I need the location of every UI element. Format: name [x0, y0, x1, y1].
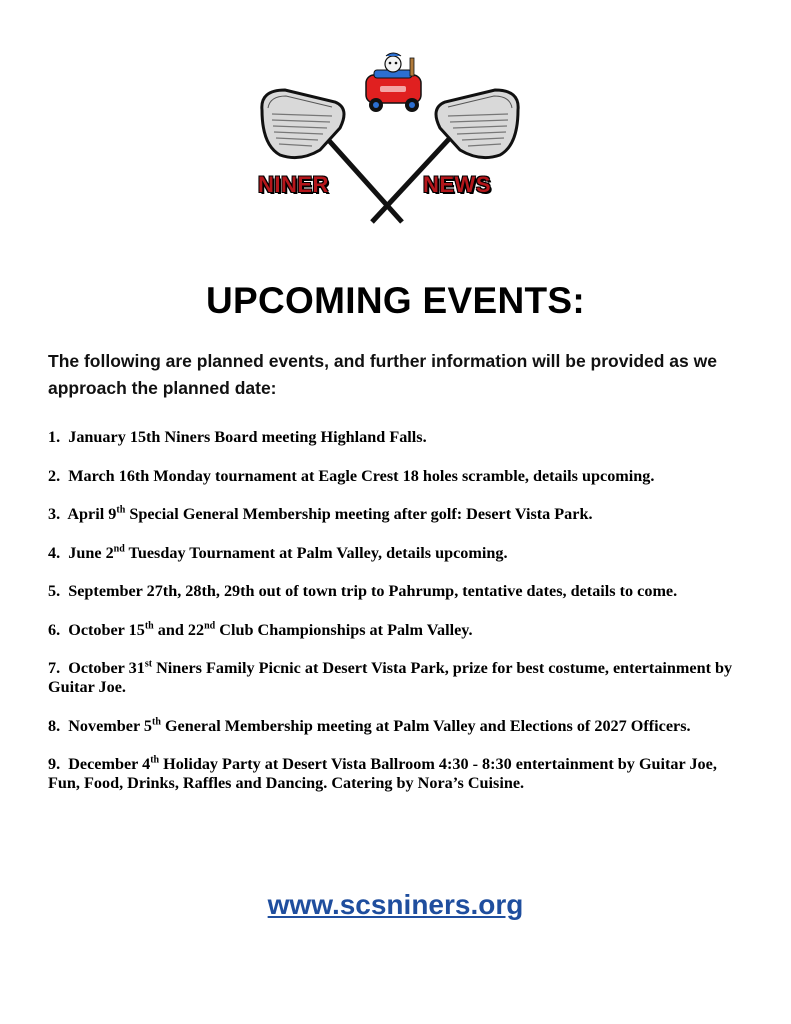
- list-item: [48, 467, 748, 486]
- ordinal-suffix: th: [144, 620, 154, 632]
- golf-clubs-icon: [240, 50, 540, 225]
- event-text: September 27th, 28th, 29th out of town trip to Pahrump, tentative dates, details to come.: [68, 582, 678, 600]
- ordinal-suffix: th: [150, 754, 160, 766]
- event-number: 1.: [48, 428, 61, 446]
- event-text: Special General Membership meeting after golf: Desert Vista Park.: [125, 505, 593, 523]
- events-list: [48, 428, 748, 813]
- event-text: October 15: [68, 620, 145, 639]
- list-item: [48, 505, 748, 524]
- event-text: March 16th Monday tournament at Eagle Crest 18 holes scramble, details upcoming.: [68, 466, 655, 485]
- golf-cart-icon: [366, 53, 421, 112]
- list-item: [48, 428, 748, 447]
- event-number: 2.: [48, 466, 61, 485]
- list-item: [48, 755, 748, 793]
- event-text: Niners Family Picnic at Desert Vista Park, prize for best costume, entertainment by Guitar Joe.: [48, 659, 733, 696]
- event-number: 8.: [48, 716, 61, 735]
- event-number: 5.: [48, 582, 61, 600]
- list-item: [48, 621, 748, 640]
- intro-text: The following are planned events, and further information will be provided as we approach the planned date:: [48, 351, 717, 398]
- event-number: 9.: [48, 755, 61, 773]
- logo-word-niner: NINER: [258, 172, 329, 197]
- list-item: [48, 582, 748, 601]
- ordinal-suffix: nd: [113, 543, 125, 555]
- list-item: [48, 544, 748, 563]
- event-text: January 15th Niners Board meeting Highland Falls.: [68, 428, 427, 446]
- event-text: December 4: [68, 755, 151, 773]
- ordinal-suffix: th: [152, 716, 161, 728]
- page-title: UPCOMING EVENTS:: [206, 280, 585, 321]
- event-text: November 5: [68, 716, 153, 735]
- event-number: 4.: [48, 543, 61, 562]
- website-link[interactable]: www.scsniners.org: [267, 889, 524, 920]
- ordinal-suffix: th: [116, 504, 126, 516]
- niner-news-logo: [240, 50, 540, 225]
- ordinal-suffix: st: [144, 658, 153, 670]
- event-text: April 9: [67, 505, 117, 523]
- event-text: Holiday Party at Desert Vista Ballroom 4:30 - 8:30 entertainment by Guitar Joe, Fun, Food, Drinks, Raffles and Dancing. Catering by Nora’s Cuisine.: [48, 755, 717, 792]
- ordinal-suffix: nd: [204, 620, 216, 632]
- logo-word-news: NEWS: [423, 172, 491, 197]
- event-number: 3.: [48, 505, 61, 523]
- event-text: October 31: [68, 659, 145, 677]
- list-item: [48, 659, 748, 697]
- event-text: General Membership meeting at Palm Valley and Elections of 2027 Officers.: [160, 716, 691, 735]
- event-number: 6.: [48, 620, 61, 639]
- event-text: June 2: [68, 543, 114, 562]
- event-number: 7.: [48, 659, 61, 677]
- event-text: Tuesday Tournament at Palm Valley, details upcoming.: [124, 543, 508, 562]
- list-item: [48, 717, 748, 736]
- event-text: and 22: [153, 620, 205, 639]
- event-text: Club Championships at Palm Valley.: [215, 620, 473, 639]
